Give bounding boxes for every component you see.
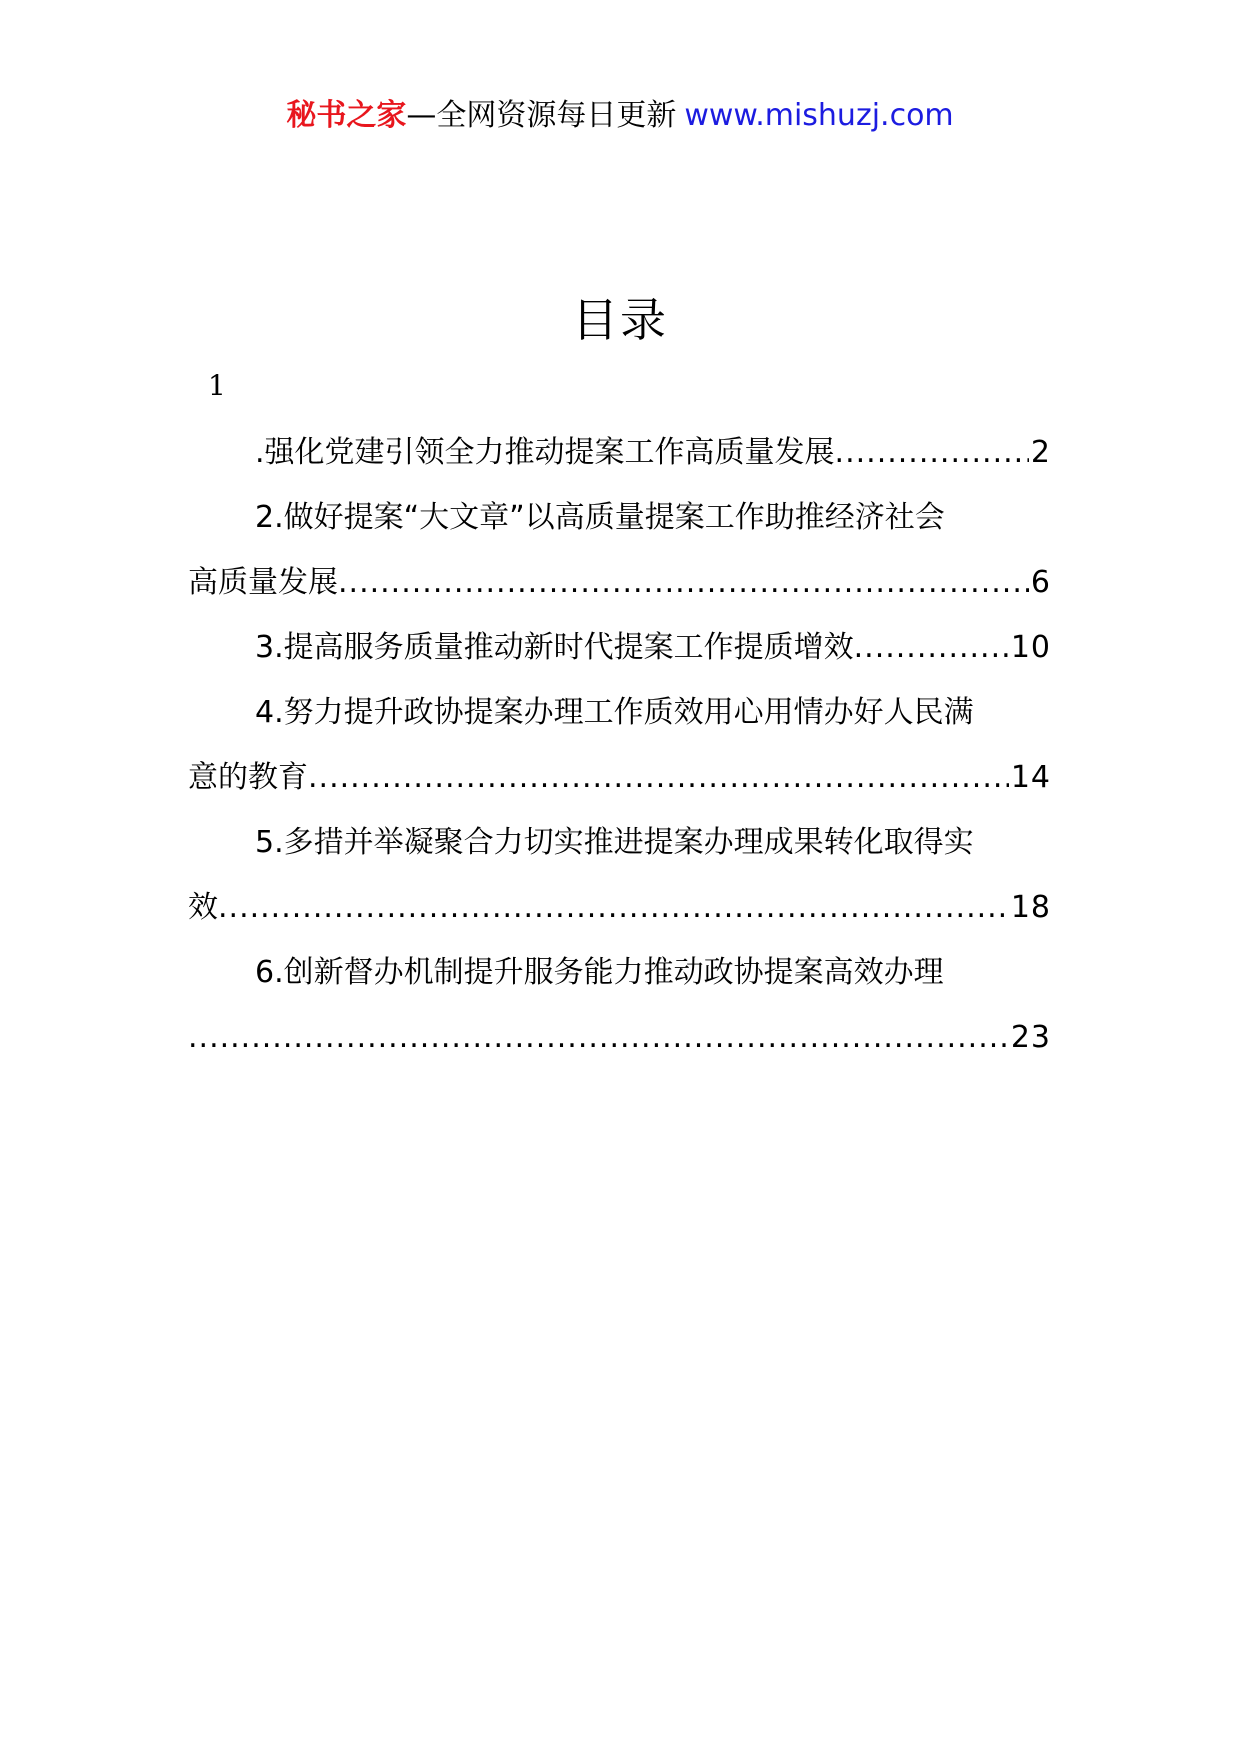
- page-marker: 1: [208, 369, 226, 402]
- toc-leader-dots: [835, 420, 1029, 485]
- page-header: [0, 96, 1240, 136]
- toc-entry-4-title-line2: 意的教育: [188, 760, 308, 795]
- toc-entry-5-title-line2: 效: [188, 890, 218, 925]
- toc-entry-3[interactable]: [188, 615, 1051, 680]
- site-url-link[interactable]: www.mishuzj.com: [684, 98, 954, 133]
- toc-entry-6-title-line1: 6.创新督办机制提升服务能力推动政协提案高效办理: [255, 955, 944, 990]
- table-of-contents: [188, 420, 1051, 1070]
- toc-leader-dots: [308, 745, 1009, 810]
- toc-entry-5[interactable]: [188, 810, 1051, 940]
- toc-entry-5-title-line1: 5.多措并举凝聚合力切实推进提案办理成果转化取得实: [255, 825, 974, 860]
- brand-name: 秘书之家: [286, 98, 407, 133]
- toc-entry-4-page: 14: [1010, 760, 1051, 795]
- toc-entry-5-page: 18: [1010, 890, 1051, 925]
- toc-leader-dots: [338, 550, 1029, 615]
- toc-entry-3-page: 10: [1010, 630, 1051, 665]
- header-tagline: —全网资源每日更新: [406, 98, 677, 133]
- toc-entry-6[interactable]: [188, 940, 1051, 1070]
- toc-entry-4[interactable]: [188, 680, 1051, 810]
- toc-leader-dots: [188, 1005, 1009, 1070]
- toc-title: 目录: [572, 293, 668, 347]
- toc-leader-dots: [218, 875, 1009, 940]
- toc-entry-4-title-line1: 4.努力提升政协提案办理工作质效用心用情办好人民满: [255, 695, 974, 730]
- toc-entry-1-title: .强化党建引领全力推动提案工作高质量发展: [255, 435, 835, 470]
- toc-entry-1-page: 2: [1030, 435, 1051, 470]
- toc-entry-6-page: 23: [1010, 1020, 1051, 1055]
- toc-entry-2-title-line1: 2.做好提案“大文章”以高质量提案工作助推经济社会: [255, 500, 945, 535]
- toc-leader-dots: [854, 615, 1009, 680]
- toc-entry-2[interactable]: [188, 485, 1051, 615]
- toc-entry-3-title: 3.提高服务质量推动新时代提案工作提质增效: [255, 630, 854, 665]
- toc-entry-2-page: 6: [1030, 565, 1051, 600]
- toc-entry-1[interactable]: [188, 420, 1051, 485]
- toc-entry-2-title-line2: 高质量发展: [188, 565, 338, 600]
